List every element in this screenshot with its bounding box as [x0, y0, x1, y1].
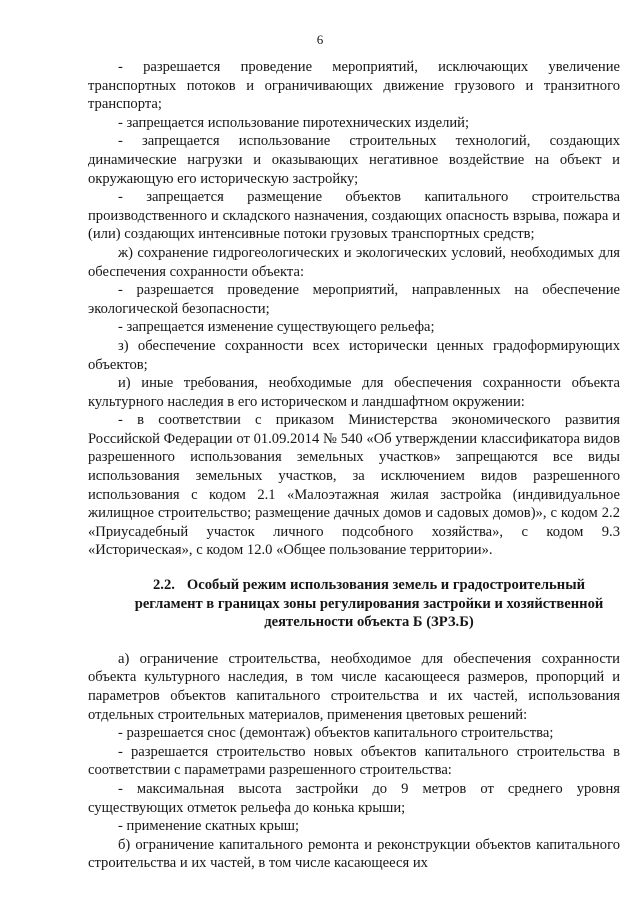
paragraph: - разрешается снос (демонтаж) объектов капитального строительства;: [118, 725, 554, 742]
paragraph: и) иные требования, необходимые для обеспечения сохранности объекта культурного наследия в его историческом и ландшафтном окружении:: [88, 375, 620, 410]
paragraph: - запрещается использование пиротехнических изделий;: [118, 114, 470, 131]
paragraph: а) ограничение строительства, необходимое для обеспечения сохранности объекта культурного наследия, в том числе касающееся размеров, пропорций и параметров объектов капитального строительства и их частей, использования отдельных строительных материалов, применения цветовых решений:: [88, 650, 620, 723]
paragraph: б) ограничение капитального ремонта и реконструкции объектов капитального строительства и их частей, в том числе касающееся их: [88, 836, 620, 872]
page-number: 6: [316, 32, 324, 47]
paragraph: - запрещается размещение объектов капитального строительства производственного и складского назначения, создающих опасность взрыва, пожара и (или) создающих интенсивные потоки грузовых транспортных средств;: [88, 189, 620, 243]
paragraph: - разрешается строительство новых объектов капитального строительства в соответствии с параметрами разрешенного строительства:: [88, 743, 620, 779]
document-body: [88, 58, 620, 873]
paragraph: з) обеспечение сохранности всех исторически ценных градоформирующих объектов;: [88, 337, 620, 373]
paragraph: - запрещается изменение существующего рельефа;: [118, 319, 435, 336]
paragraph: - максимальная высота застройки до 9 метров от среднего уровня существующих отметок рельефа до конька крыши;: [88, 780, 620, 816]
section-title: Особый режим использования земель и градостроительный регламент в границах зоны регулирования застройки и хозяйственной деятельности объекта Б (ЗРЗ.Б): [134, 577, 604, 631]
section-heading: [88, 576, 620, 632]
paragraph: - в соответствии с приказом Министерства экономического развития Российской Федерации от 01.09.2014 № 540 «Об утверждении классификатора видов разрешенного использования земельных участков» запрещаются все виды использования земельных участков, за исключением видов разрешенного использования с кодом 2.1 «Малоэтажная жилая застройка (индивидуальное жилищное строительство; размещение дачных домов и садовых домов)», с кодом 2.2 «Приусадебный участок личного подсобного хозяйства», с кодом 9.3 «Историческая», с кодом 12.0 «Общее пользование территории».: [88, 412, 620, 559]
paragraph: ж) сохранение гидрогеологических и экологических условий, необходимых для обеспечения сохранности объекта:: [88, 244, 620, 280]
paragraph: - разрешается проведение мероприятий, направленных на обеспечение экологической безопасности;: [88, 282, 620, 317]
section-number: 2.2.: [153, 577, 175, 594]
paragraph: - запрещается использование строительных технологий, создающих динамические нагрузки и оказывающих негативное воздействие на объект и окружающую его историческую застройку;: [88, 133, 620, 187]
paragraph: - применение скатных крыш;: [118, 818, 300, 835]
paragraph: - разрешается проведение мероприятий, исключающих увеличение транспортных потоков и ограничивающих движение грузового и транзитного транспорта;: [88, 59, 620, 113]
